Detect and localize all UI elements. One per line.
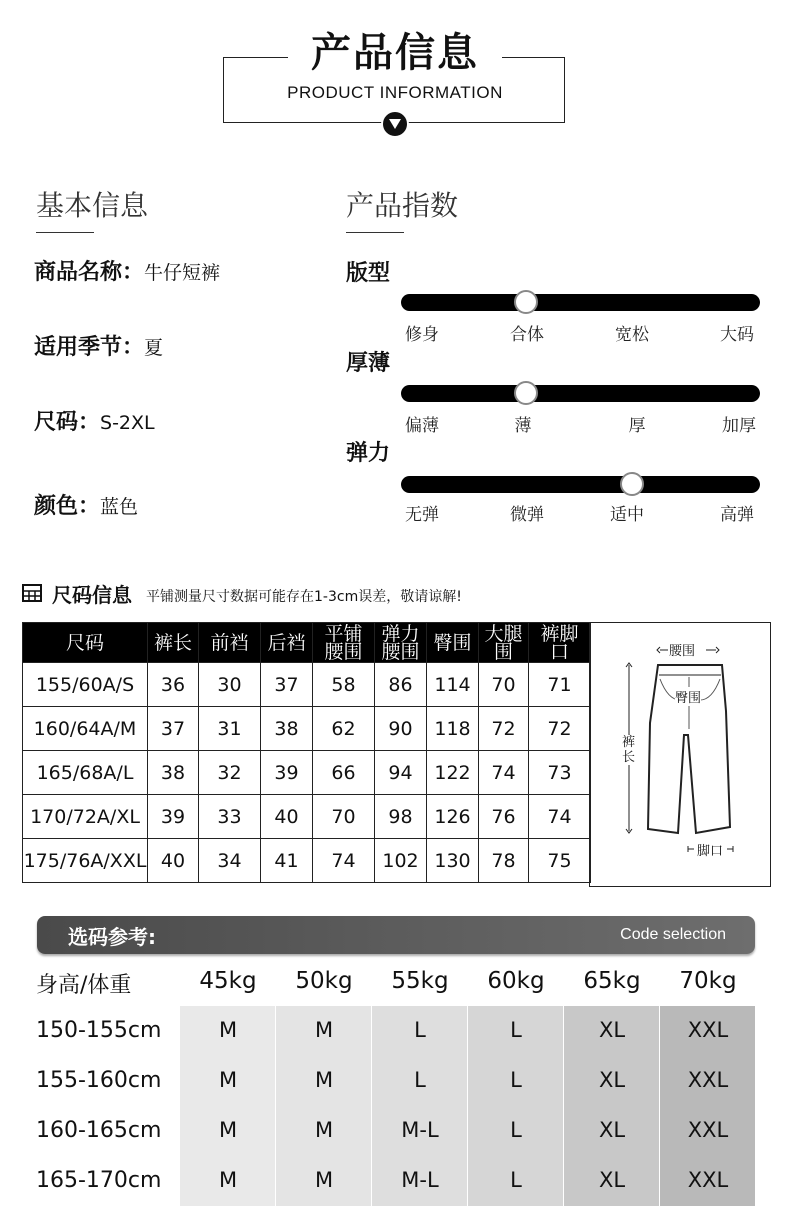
code-selection-title: 选码参考: [68, 925, 156, 949]
table-cell: 34 [199, 839, 261, 883]
info-key: 适用季节： [34, 335, 145, 360]
table-row [23, 707, 591, 751]
table-cell: 40 [261, 795, 313, 839]
size-recommendation: M [314, 1168, 334, 1192]
header-line: 弹力 [381, 622, 420, 645]
table-cell: 94 [375, 751, 427, 795]
table-cell: 86 [375, 663, 427, 707]
size-recommendation: L [510, 1018, 522, 1042]
fit-tick: 修身 [405, 325, 439, 345]
col-header-front-rise: 前裆 [199, 623, 261, 663]
table-cell: 122 [427, 751, 479, 795]
size-recommendation: XXL [687, 1068, 729, 1092]
diagram-label-hip: 臀围 [675, 687, 701, 706]
size-recommendation: L [414, 1068, 426, 1092]
table-cell: 39 [261, 751, 313, 795]
index-name-thickness: 厚薄 [346, 351, 391, 376]
product-index-heading: 产品指数 [346, 189, 459, 222]
elasticity-tick: 适中 [610, 505, 644, 525]
table-cell: 70 [479, 663, 529, 707]
table-cell: 170/72A/XL [23, 795, 148, 839]
page-title: 产品信息 [311, 30, 479, 76]
info-key: 颜色： [34, 494, 101, 519]
thickness-tick: 偏薄 [405, 416, 439, 436]
height-row-label: 165-170cm [36, 1168, 162, 1193]
thickness-tick: 加厚 [722, 416, 756, 436]
size-recommendation: XXL [687, 1018, 729, 1042]
table-cell: 72 [479, 707, 529, 751]
header-line: 大腿 [484, 622, 523, 645]
table-cell: 37 [148, 707, 199, 751]
basic-info-heading: 基本信息 [36, 189, 149, 222]
table-cell: 175/76A/XXL [23, 839, 148, 883]
table-cell: 130 [427, 839, 479, 883]
info-value: 夏 [144, 337, 164, 359]
size-recommendation: M [314, 1018, 334, 1042]
table-cell: 74 [529, 795, 591, 839]
table-cell: 62 [313, 707, 375, 751]
info-row-name [34, 258, 220, 288]
size-table-header-row [23, 623, 591, 663]
code-selection-subtitle: Code selection [620, 926, 726, 943]
table-cell: 118 [427, 707, 479, 751]
table-cell: 75 [529, 839, 591, 883]
elasticity-track [401, 476, 760, 493]
info-row-size [34, 408, 155, 438]
table-cell: 76 [479, 795, 529, 839]
size-table-title: 尺码信息 [52, 583, 132, 607]
table-cell: 70 [313, 795, 375, 839]
col-header-stretch-waist [375, 623, 427, 663]
table-cell: 38 [148, 751, 199, 795]
index-name-fit: 版型 [346, 261, 391, 286]
diagram-label-waist: 腰围 [669, 644, 696, 659]
info-row-season [34, 333, 163, 363]
header-line: 腰围 [381, 640, 420, 663]
size-recommendation: M-L [401, 1118, 439, 1142]
table-cell: 32 [199, 751, 261, 795]
diagram-label-hem: 脚口 [697, 844, 724, 859]
size-recommendation: M [218, 1118, 238, 1142]
table-cell: 38 [261, 707, 313, 751]
fit-tick: 宽松 [615, 325, 649, 345]
size-recommendation: XXL [687, 1168, 729, 1192]
size-recommendation: XXL [687, 1118, 729, 1142]
product-index-underline [346, 232, 404, 233]
size-recommendation: M [314, 1118, 334, 1142]
info-value: 蓝色 [100, 496, 139, 518]
weight-header: 50kg [295, 968, 353, 994]
size-recommendation: L [414, 1018, 426, 1042]
fit-track [401, 294, 760, 311]
info-value: S-2XL [100, 412, 155, 434]
table-cell: 31 [199, 707, 261, 751]
table-cell: 74 [479, 751, 529, 795]
table-row [23, 751, 591, 795]
table-cell: 73 [529, 751, 591, 795]
elasticity-knob [620, 472, 644, 496]
size-recommendation: M [218, 1068, 238, 1092]
size-recommendation: L [510, 1118, 522, 1142]
table-cell: 102 [375, 839, 427, 883]
table-cell: 114 [427, 663, 479, 707]
elasticity-tick: 无弹 [405, 505, 439, 525]
size-recommendation: XL [598, 1018, 626, 1042]
index-name-elasticity: 弹力 [346, 441, 391, 466]
table-row [23, 839, 591, 883]
size-recommendation: XL [598, 1118, 626, 1142]
basic-info-underline [36, 232, 94, 233]
size-recommendation: XL [598, 1168, 626, 1192]
elasticity-tick: 高弹 [720, 505, 754, 525]
chevron-down-icon [381, 110, 409, 138]
table-cell: 66 [313, 751, 375, 795]
height-row-label: 160-165cm [36, 1118, 162, 1143]
fit-tick: 合体 [510, 325, 544, 345]
table-cell: 72 [529, 707, 591, 751]
height-weight-label: 身高/体重 [36, 973, 132, 998]
table-row [23, 663, 591, 707]
size-table [22, 622, 591, 883]
weight-header: 45kg [199, 968, 257, 994]
size-recommendation: M [218, 1018, 238, 1042]
header-line: 腰围 [324, 640, 363, 663]
header-line: 裤脚 [540, 622, 579, 645]
weight-header: 60kg [487, 968, 545, 994]
table-cell: 40 [148, 839, 199, 883]
size-recommendation: L [510, 1168, 522, 1192]
page-subtitle: PRODUCT INFORMATION [287, 83, 503, 102]
table-cell: 39 [148, 795, 199, 839]
header-line: 口 [549, 640, 569, 663]
col-header-hip: 臀围 [427, 623, 479, 663]
table-cell: 37 [261, 663, 313, 707]
col-header-hem [529, 623, 591, 663]
table-cell: 155/60A/S [23, 663, 148, 707]
info-key: 商品名称： [34, 260, 145, 285]
weight-header: 70kg [679, 968, 737, 994]
pants-outline-icon [590, 623, 770, 886]
elasticity-tick: 微弹 [510, 505, 544, 525]
table-cell: 36 [148, 663, 199, 707]
table-cell: 33 [199, 795, 261, 839]
col-header-flat-waist [313, 623, 375, 663]
col-header-size: 尺码 [23, 623, 148, 663]
header-line: 围 [493, 640, 513, 663]
table-cell: 90 [375, 707, 427, 751]
fit-tick: 大码 [720, 325, 754, 345]
info-key: 尺码： [34, 410, 101, 435]
info-row-color [34, 492, 138, 522]
table-cell: 78 [479, 839, 529, 883]
diagram-label-length: 裤长 [622, 735, 636, 765]
table-row [23, 795, 591, 839]
size-recommendation: M-L [401, 1168, 439, 1192]
table-cell: 98 [375, 795, 427, 839]
col-header-length: 裤长 [148, 623, 199, 663]
table-cell: 71 [529, 663, 591, 707]
size-recommendation: M [314, 1068, 334, 1092]
ruler-grid-icon [22, 583, 42, 607]
weight-header: 65kg [583, 968, 641, 994]
size-recommendation: XL [598, 1068, 626, 1092]
pants-diagram [589, 622, 771, 887]
info-value: 牛仔短裤 [144, 262, 221, 284]
table-cell: 165/68A/L [23, 751, 148, 795]
height-row-label: 155-160cm [36, 1068, 162, 1093]
height-row-label: 150-155cm [36, 1018, 162, 1043]
table-cell: 30 [199, 663, 261, 707]
table-cell: 74 [313, 839, 375, 883]
size-recommendation: L [510, 1068, 522, 1092]
table-cell: 58 [313, 663, 375, 707]
thickness-tick: 薄 [514, 416, 532, 436]
size-recommendation: M [218, 1168, 238, 1192]
table-cell: 41 [261, 839, 313, 883]
thickness-tick: 厚 [628, 416, 646, 436]
header-line: 平铺 [324, 622, 363, 645]
table-cell: 126 [427, 795, 479, 839]
table-cell: 160/64A/M [23, 707, 148, 751]
size-table-note: 平铺测量尺寸数据可能存在1-3cm误差，敬请谅解! [146, 589, 462, 605]
thickness-track [401, 385, 760, 402]
weight-header: 55kg [391, 968, 449, 994]
col-header-thigh [479, 623, 529, 663]
col-header-back-rise: 后裆 [261, 623, 313, 663]
